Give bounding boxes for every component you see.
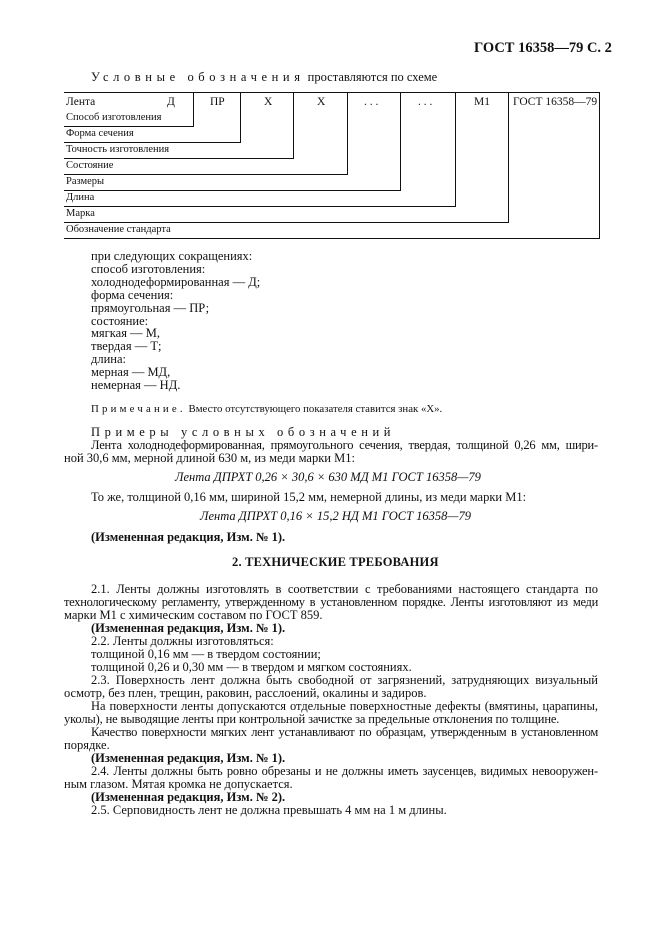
example1-line2: ной 30,6 мм, мерной длиной 630 м, из меди марки М1: bbox=[64, 451, 355, 465]
abbreviations-list bbox=[91, 250, 260, 392]
scheme-label-section: Форма сечения bbox=[66, 128, 134, 139]
section-title: 2. ТЕХНИЧЕСКИЕ ТРЕБОВАНИЯ bbox=[232, 555, 439, 569]
scheme-label-length: Длина bbox=[66, 192, 95, 203]
scheme-code-m1: М1 bbox=[474, 96, 490, 108]
p23-line1: 2.3. Поверхность лент должна быть свободной от загрязнений, затрудняющих визуальный bbox=[91, 673, 598, 687]
abbr-line: при следующих сокращениях: bbox=[91, 249, 253, 263]
scheme-code-pr: ПР bbox=[210, 96, 225, 108]
abbr-line: форма сечения: bbox=[91, 287, 174, 302]
example2-line: То же, толщиной 0,16 мм, шириной 15,2 мм, немерной длины, из меди марки М1: bbox=[91, 490, 527, 504]
abbr-line: длина: bbox=[91, 352, 126, 367]
scheme-label-method: Способ изготовления bbox=[66, 112, 162, 123]
p23-line5: Качество поверхности мягких лент устанавливают по образцам, утвержденным в установленном bbox=[91, 725, 598, 739]
scheme-code-d: Д bbox=[167, 96, 175, 108]
change-note: (Измененная редакция, Изм. № 1). bbox=[91, 530, 286, 544]
example2-code: Лента ДПРХТ 0,16 × 15,2 НД М1 ГОСТ 16358—79 bbox=[200, 509, 472, 523]
document-header: ГОСТ 16358—79 С. 2 bbox=[474, 40, 612, 56]
examples-heading: Примеры условных обозначений bbox=[91, 425, 396, 439]
abbr-line: прямоугольная — ПР; bbox=[91, 300, 210, 315]
abbr-line: немерная — НД. bbox=[91, 378, 181, 393]
note-text: Вместо отсутствующего показателя ставится знак «Х». bbox=[188, 403, 443, 415]
scheme-code-x1: Х bbox=[264, 96, 273, 108]
scheme-label-state: Состояние bbox=[66, 160, 114, 171]
change-note: (Измененная редакция, Изм. № 1). bbox=[91, 751, 286, 765]
scheme-code-dots2: . . . bbox=[418, 96, 433, 108]
scheme-code-dots1: . . . bbox=[364, 96, 379, 108]
p22-line2: толщиной 0,16 мм — в твердом состоянии; bbox=[91, 647, 321, 661]
p21-line3: марки М1 с химическим составом по ГОСТ 859. bbox=[64, 608, 323, 622]
scheme-intro-spaced: Условные обозначения bbox=[91, 70, 305, 84]
p22-line3: толщиной 0,26 и 0,30 мм — в твердом и мягком состояниях. bbox=[91, 660, 412, 674]
change-note: (Измененная редакция, Изм. № 1). bbox=[91, 621, 286, 635]
example1-line1: Лента холоднодеформированная, прямоугольного сечения, твердая, толщиной 0,26 мм, шири- bbox=[91, 438, 598, 452]
abbr-line: мерная — МД, bbox=[91, 365, 171, 380]
scheme-label-grade: Марка bbox=[66, 208, 95, 219]
example1-code: Лента ДПРХТ 0,26 × 30,6 × 630 МД М1 ГОСТ 16358—79 bbox=[175, 470, 481, 484]
scheme-code-x2: Х bbox=[317, 96, 326, 108]
scheme-label-accuracy: Точность изготовления bbox=[66, 144, 170, 155]
p21-line2: технологическому регламенту, утвержденному в установленном порядке. Ленты изготовляют из меди bbox=[64, 595, 598, 609]
p24-line2: ным глазом. Мятая кромка не допускается. bbox=[64, 777, 293, 791]
note bbox=[91, 403, 442, 415]
designation-scheme bbox=[0, 0, 661, 260]
p23-line4: уколы), не выводящие ленты при контрольной зачистке за предельные отклонения по толщине. bbox=[64, 712, 560, 726]
change-note: (Измененная редакция, Изм. № 2). bbox=[91, 790, 286, 804]
abbr-line: мягкая — М, bbox=[91, 326, 160, 341]
p23-line2: осмотр, без плен, трещин, раковин, расслоений, окалины и задиров. bbox=[64, 686, 427, 700]
scheme-intro-rest: проставляются по схеме bbox=[307, 70, 438, 84]
abbr-line: твердая — Т; bbox=[91, 339, 162, 354]
scheme-code-lenta: Лента bbox=[66, 96, 96, 108]
abbr-line: состояние: bbox=[91, 313, 149, 328]
p21-line1: 2.1. Ленты должны изготовлять в соответствии с требованиями настоящего стандарта по bbox=[91, 582, 598, 596]
scheme-code-gost: ГОСТ 16358—79 bbox=[513, 96, 598, 108]
abbr-line: холоднодеформированная — Д; bbox=[91, 274, 261, 289]
scheme-label-sizes: Размеры bbox=[66, 176, 105, 187]
abbr-line: способ изготовления: bbox=[91, 261, 206, 276]
p25-line: 2.5. Серповидность лент не должна превышать 4 мм на 1 м длины. bbox=[91, 803, 447, 817]
p23-line3: На поверхности ленты допускаются отдельные поверхностные дефекты (вмятины, царапины, bbox=[91, 699, 598, 713]
p24-line1: 2.4. Ленты должны быть ровно обрезаны и не должны иметь заусенцев, видимых невооружен- bbox=[91, 764, 598, 778]
scheme-label-standard: Обозначение стандарта bbox=[66, 224, 171, 235]
p22-line1: 2.2. Ленты должны изготовляться: bbox=[91, 634, 274, 648]
note-label: Примечание. bbox=[91, 403, 186, 415]
p23-line6: порядке. bbox=[64, 738, 110, 752]
